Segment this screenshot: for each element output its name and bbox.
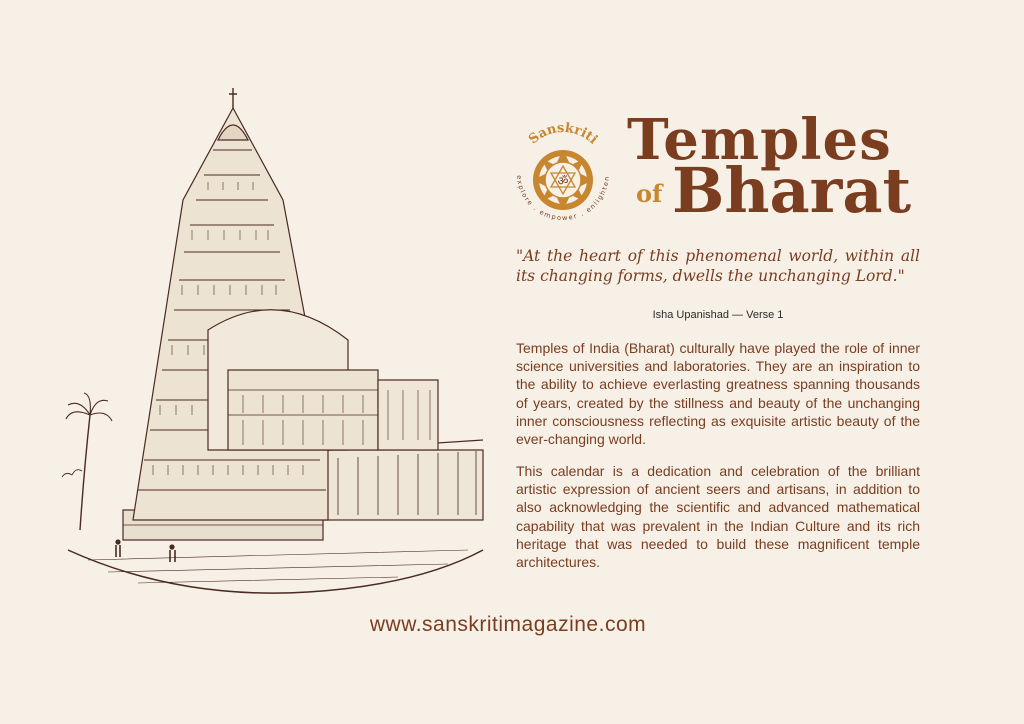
website-link[interactable]: www.sanskritimagazine.com — [369, 613, 647, 636]
quote-attribution: Isha Upanishad — Verse 1 — [652, 309, 784, 321]
sanskriti-logo — [505, 116, 621, 232]
logo-ring-text: explore . empower . enlighten — [514, 174, 612, 223]
title-bharat: Bharat — [672, 154, 912, 227]
logo-brand-text: Sanskriti — [526, 120, 601, 148]
om-icon: ॐ — [557, 174, 569, 188]
title-of: of — [636, 179, 663, 208]
mandala-icon — [533, 150, 593, 210]
svg-text:Sanskriti — [526, 121, 600, 148]
quote-text: "At the heart of this phenomenal world, within all its changing forms, dwells the unchanging Lord." — [516, 247, 920, 285]
body-paragraph-1: Temples of India (Bharat) culturally have played the role of inner science universities and laboratories. They are an inspiration to the ability to achieve everlasting greatness spanning thousands of years, created by the stillness and beauty of the unchanging inner consciousness reflecting as exquisite artistic beauty of the ever-changing world. — [516, 340, 920, 448]
temple-illustration-icon — [58, 80, 488, 600]
body-paragraph-2: This calendar is a dedication and celebration of the brilliant artistic expression of ancient seers and artisans, in addition to also acknowledging the scientific and advanced mathematical capability that was prevalent in the Indian Culture and its rich heritage that was needed to build these magnificent temple architectures. — [516, 463, 920, 571]
title-temples: Temples — [627, 107, 892, 173]
